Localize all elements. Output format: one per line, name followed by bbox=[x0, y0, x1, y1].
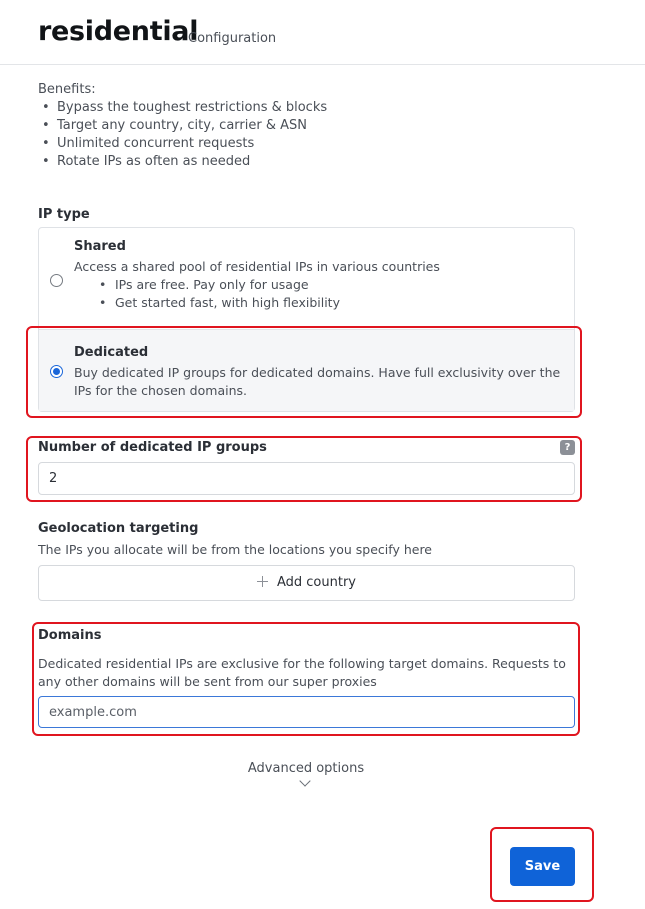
advanced-options-label[interactable]: Advanced options bbox=[247, 761, 365, 776]
geolocation-label: Geolocation targeting bbox=[38, 521, 199, 536]
advanced-options-toggle[interactable] bbox=[0, 761, 612, 776]
geolocation-description: The IPs you allocate will be from the locations you specify here bbox=[38, 542, 432, 557]
add-country-button[interactable] bbox=[38, 565, 575, 601]
domains-label: Domains bbox=[38, 628, 102, 643]
ip-type-option-dedicated[interactable] bbox=[39, 329, 574, 411]
dedicated-title: Dedicated bbox=[74, 345, 149, 360]
page-subtitle: Configuration bbox=[188, 31, 277, 46]
page-header bbox=[0, 0, 645, 65]
shared-title: Shared bbox=[74, 239, 126, 254]
benefits-list bbox=[42, 99, 327, 171]
ip-groups-input[interactable] bbox=[38, 462, 575, 495]
dedicated-radio[interactable] bbox=[50, 365, 63, 378]
add-country-label: Add country bbox=[276, 575, 356, 590]
domains-input[interactable] bbox=[38, 696, 575, 728]
ip-type-label: IP type bbox=[38, 207, 90, 222]
shared-bullet: • Get started fast, with high flexibility bbox=[99, 294, 340, 312]
plus-icon bbox=[257, 576, 268, 587]
save-button[interactable]: Save bbox=[510, 847, 575, 886]
shared-description: Access a shared pool of residential IPs in various countries bbox=[74, 259, 440, 274]
benefit-item: • Target any country, city, carrier & ASN bbox=[42, 117, 327, 135]
ip-type-options bbox=[38, 227, 575, 412]
domains-description: Dedicated residential IPs are exclusive for the following target domains. Requests to any other domains will be sent from our super proxies bbox=[38, 656, 566, 689]
shared-radio[interactable] bbox=[50, 274, 63, 287]
benefit-item: • Unlimited concurrent requests bbox=[42, 135, 327, 153]
page-title: residential bbox=[38, 16, 199, 47]
ip-groups-label: Number of dedicated IP groups bbox=[38, 440, 267, 455]
chevron-down-icon[interactable] bbox=[299, 775, 310, 786]
benefits-label: Benefits: bbox=[38, 82, 96, 97]
benefit-item: • Rotate IPs as often as needed bbox=[42, 153, 327, 171]
dedicated-description: Buy dedicated IP groups for dedicated domains. Have full exclusivity over the IPs for the chosen domains. bbox=[74, 365, 561, 398]
benefit-item: • Bypass the toughest restrictions & blocks bbox=[42, 99, 327, 117]
ip-type-option-shared[interactable] bbox=[39, 228, 574, 328]
shared-bullet: • IPs are free. Pay only for usage bbox=[99, 276, 340, 294]
help-icon[interactable]: ? bbox=[560, 440, 575, 455]
shared-bullets bbox=[99, 276, 340, 312]
